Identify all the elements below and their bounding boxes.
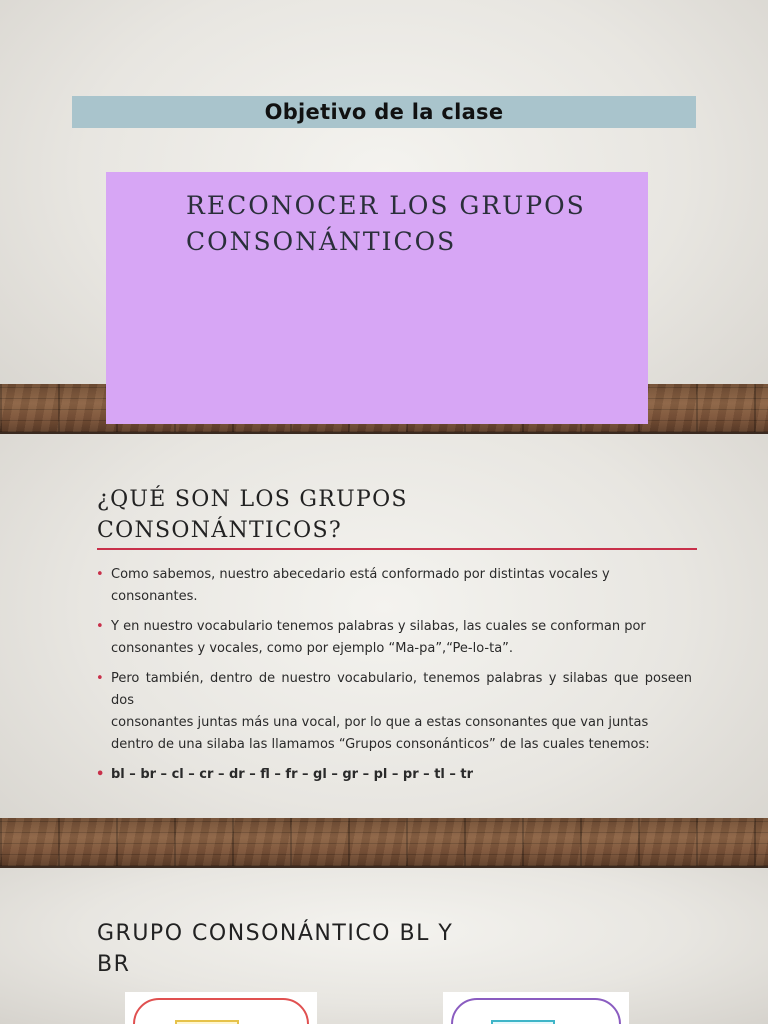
bullet-list bbox=[96, 564, 692, 794]
bullet-item bbox=[96, 764, 692, 786]
bullet-dot-icon: • bbox=[96, 767, 105, 782]
definition-heading bbox=[97, 484, 617, 546]
bullet-item bbox=[96, 616, 692, 660]
br-card-border bbox=[451, 998, 621, 1024]
objective-title: Objetivo de la clase bbox=[264, 100, 504, 124]
bullet-line: consonantes y vocales, como por ejemplo “Ma-pa”,“Pe-lo-ta”. bbox=[111, 641, 514, 656]
slide-objective bbox=[0, 0, 768, 432]
bullet-dot-icon: • bbox=[96, 619, 104, 634]
slide-bl-br bbox=[0, 868, 768, 1024]
bullet-line: dentro de una silaba las llamamos “Grupos consonánticos” de las cuales tenemos: bbox=[111, 737, 650, 752]
objective-title-bar bbox=[72, 96, 696, 128]
bullet-dot-icon: • bbox=[96, 567, 104, 582]
heading-rule bbox=[97, 548, 697, 550]
bl-example-card bbox=[125, 992, 317, 1024]
bullet-item bbox=[96, 668, 692, 756]
bl-card-border bbox=[133, 998, 309, 1024]
wood-floor bbox=[0, 818, 768, 866]
objective-box bbox=[106, 172, 648, 424]
br-example-card bbox=[443, 992, 629, 1024]
definition-heading-line2: CONSONÁNTICOS? bbox=[97, 518, 342, 543]
objective-text: RECONOCER LOS GRUPOS CONSONÁNTICOS bbox=[186, 191, 586, 256]
bullet-line: Como sabemos, nuestro abecedario está conformado por distintas vocales y bbox=[111, 567, 610, 582]
bl-card-cell bbox=[175, 1020, 239, 1024]
bullet-line: Pero también, dentro de nuestro vocabulario, tenemos palabras y silabas que poseen dos bbox=[111, 671, 692, 708]
slide-definition bbox=[0, 434, 768, 866]
bullet-line: Y en nuestro vocabulario tenemos palabras y silabas, las cuales se conforman por bbox=[111, 619, 646, 634]
bl-br-heading bbox=[97, 918, 477, 980]
bullet-item bbox=[96, 564, 692, 608]
br-card-cell bbox=[491, 1020, 555, 1024]
bullet-dot-icon: • bbox=[96, 671, 104, 686]
bl-br-heading-line1: GRUPO CONSONÁNTICO BL Y bbox=[97, 921, 454, 946]
consonant-groups-list: bl – br – cl – cr – dr – fl – fr – gl – gr – pl – pr – tl – tr bbox=[111, 767, 474, 782]
bl-br-heading-line2: BR bbox=[97, 952, 131, 977]
bullet-line: consonantes. bbox=[111, 589, 198, 604]
definition-heading-line1: ¿QUÉ SON LOS GRUPOS bbox=[97, 487, 408, 512]
bullet-line: consonantes juntas más una vocal, por lo que a estas consonantes que van juntas bbox=[111, 715, 649, 730]
